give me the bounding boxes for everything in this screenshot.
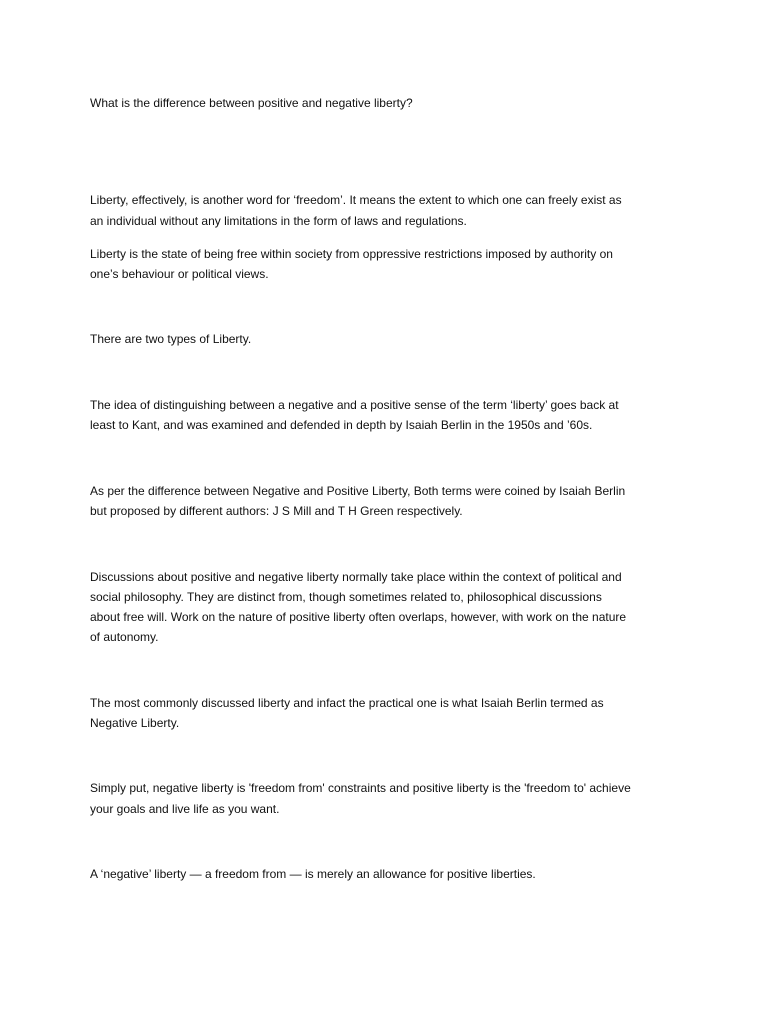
paragraph-line: least to Kant, and was examined and defended in depth by Isaiah Berlin in the 1950s and ’60s. xyxy=(90,418,593,432)
paragraph-line: of autonomy. xyxy=(90,630,159,644)
paragraph-line: The most commonly discussed liberty and infact the practical one is what Isaiah Berlin termed as xyxy=(90,696,604,710)
paragraph-line: your goals and live life as you want. xyxy=(90,802,280,816)
paragraph-line: Simply put, negative liberty is 'freedom from' constraints and positive liberty is the 'freedom to' achieve xyxy=(90,781,631,795)
paragraph-line: Liberty, effectively, is another word for ‘freedom’. It means the extent to which one can freely exist as xyxy=(90,193,622,207)
paragraph-line: but proposed by different authors: J S Mill and T H Green respectively. xyxy=(90,504,463,518)
paragraph-line: about free will. Work on the nature of positive liberty often overlaps, however, with work on the nature xyxy=(90,610,627,624)
paragraph-line: There are two types of Liberty. xyxy=(90,332,252,346)
paragraph-line: Liberty is the state of being free within society from oppressive restrictions imposed by authority on xyxy=(90,247,613,261)
paragraph-line: As per the difference between Negative and Positive Liberty, Both terms were coined by Isaiah Berlin xyxy=(90,484,626,498)
paragraph-line: A ‘negative’ liberty — a freedom from — is merely an allowance for positive liberties. xyxy=(90,867,536,881)
paragraph-line: social philosophy. They are distinct from, though sometimes related to, philosophical discussions xyxy=(90,590,602,604)
paragraph-line: Discussions about positive and negative liberty normally take place within the context of political and xyxy=(90,570,622,584)
paragraph-line: The idea of distinguishing between a negative and a positive sense of the term ‘liberty’ goes back at xyxy=(90,398,619,412)
paragraph-line: an individual without any limitations in the form of laws and regulations. xyxy=(90,214,467,228)
question-heading: What is the difference between positive and negative liberty? xyxy=(90,96,413,110)
paragraph-line: Negative Liberty. xyxy=(90,716,180,730)
paragraph-line: one’s behaviour or political views. xyxy=(90,267,269,281)
